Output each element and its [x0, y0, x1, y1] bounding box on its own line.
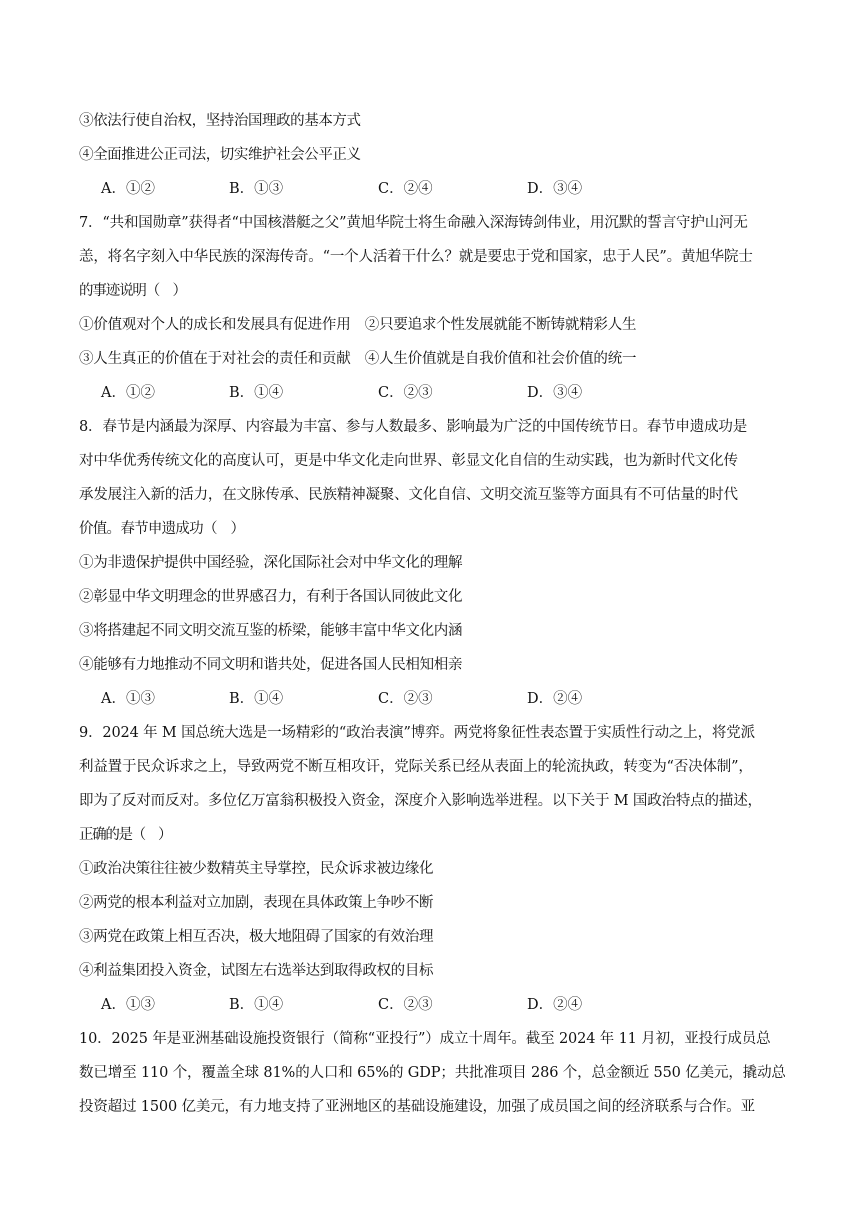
q9-options	[79, 995, 799, 1015]
q9-option-d: D．②④	[527, 997, 583, 1013]
q8-option-a: A．①③	[101, 691, 155, 707]
q9-statement-2: ②两党的根本利益对立加剧，表现在具体政策上争吵不断	[79, 895, 434, 911]
q6-statement-3: ③依法行使自治权，坚持治国理政的基本方式	[79, 113, 361, 129]
q8-statement-1: ①为非遗保护提供中国经验，深化国际社会对中华文化的理解	[79, 555, 463, 571]
q6-statement-4: ④全面推进公正司法，切实维护社会公平正义	[79, 147, 361, 163]
q8-stem-line-3: 承发展注入新的活力，在文脉传承、民族精神凝聚、文化自信、文明交流互鉴等方面具有不可估量的时代	[79, 487, 738, 503]
q9-option-b: B．①④	[229, 997, 284, 1013]
q7-statements-3-4: ③人生真正的价值在于对社会的责任和贡献 ④人生价值就是自我价值和社会价值的统一	[79, 351, 637, 367]
q7-statements-1-2: ①价值观对个人的成长和发展具有促进作用 ②只要追求个性发展就能不断铸就精彩人生	[79, 317, 637, 333]
q9-stem-line-1: 9．2024 年 M 国总统大选是一场精彩的“政治表演”博弈。两党将象征性表态置于实质性行动之上，将党派	[79, 725, 755, 741]
q8-stem-line-1: 8．春节是内涵最为深厚、内容最为丰富、参与人数最多、影响最为广泛的中国传统节日。春节申遗成功是	[79, 419, 748, 435]
q8-statement-3: ③将搭建起不同文明交流互鉴的桥梁，能够丰富中华文化内涵	[79, 623, 463, 639]
q7-option-c: C．②③	[378, 385, 433, 401]
q8-option-b: B．①④	[229, 691, 284, 707]
q9-statement-3: ③两党在政策上相互否决，极大地阻碍了国家的有效治理	[79, 929, 434, 945]
q7-stem-line-3: 的事迹说明（ ）	[79, 283, 186, 299]
q6-options	[79, 179, 799, 199]
q7-options	[79, 383, 799, 403]
q9-stem-line-4: 正确的是（ ）	[79, 827, 172, 843]
q7-option-a: A．①②	[101, 385, 155, 401]
q9-statement-1: ①政治决策往往被少数精英主导掌控，民众诉求被边缘化	[79, 861, 434, 877]
q8-option-c: C．②③	[378, 691, 433, 707]
q10-stem-line-1: 10．2025 年是亚洲基础设施投资银行（简称“亚投行”）成立十周年。截至 2024 年 11 月初，亚投行成员总	[79, 1031, 771, 1047]
q7-option-d: D．③④	[527, 385, 583, 401]
q7-option-b: B．①④	[229, 385, 284, 401]
q8-option-d: D．②④	[527, 691, 583, 707]
q8-options	[79, 689, 799, 709]
q10-stem-line-3: 投资超过 1500 亿美元，有力地支持了亚洲地区的基础设施建设，加强了成员国之间的经济联系与合作。亚	[79, 1099, 755, 1115]
q6-option-d: D．③④	[527, 181, 583, 197]
q6-option-a: A．①②	[101, 181, 155, 197]
q8-statement-2: ②彰显中华文明理念的世界感召力，有利于各国认同彼此文化	[79, 589, 463, 605]
q7-stem-line-2: 恙，将名字刻入中华民族的深海传奇。“一个人活着干什么？就是要忠于党和国家，忠于人民”。黄旭华院士	[79, 249, 753, 265]
q9-option-a: A．①③	[101, 997, 155, 1013]
q8-stem-line-2: 对中华优秀传统文化的高度认可，更是中华文化走向世界、彰显文化自信的生动实践，也为新时代文化传	[79, 453, 738, 469]
q7-stem-line-1: 7．“共和国勋章”获得者“中国核潜艇之父”黄旭华院士将生命融入深海铸剑伟业，用沉默的誓言守护山河无	[79, 215, 748, 231]
q10-stem-line-2: 数已增至 110 个，覆盖全球 81%的人口和 65%的 GDP；共批准项目 286 个，总金额近 550 亿美元，撬动总	[79, 1065, 786, 1081]
q9-stem-line-2: 利益置于民众诉求之上，导致两党不断互相攻讦，党际关系已经从表面上的轮流执政，转变为“否决体制”，	[79, 759, 753, 775]
q8-statement-4: ④能够有力地推动不同文明和谐共处，促进各国人民相知相亲	[79, 657, 463, 673]
q6-option-b: B．①③	[229, 181, 284, 197]
q9-stem-line-3: 即为了反对而反对。多位亿万富翁积极投入资金，深度介入影响选举进程。以下关于 M 国政治特点的描述，	[79, 793, 762, 809]
q9-option-c: C．②③	[378, 997, 433, 1013]
q9-statement-4: ④利益集团投入资金，试图左右选举达到取得政权的目标	[79, 963, 434, 979]
q6-option-c: C．②④	[378, 181, 433, 197]
q8-stem-line-4: 价值。春节申遗成功（ ）	[79, 521, 245, 537]
